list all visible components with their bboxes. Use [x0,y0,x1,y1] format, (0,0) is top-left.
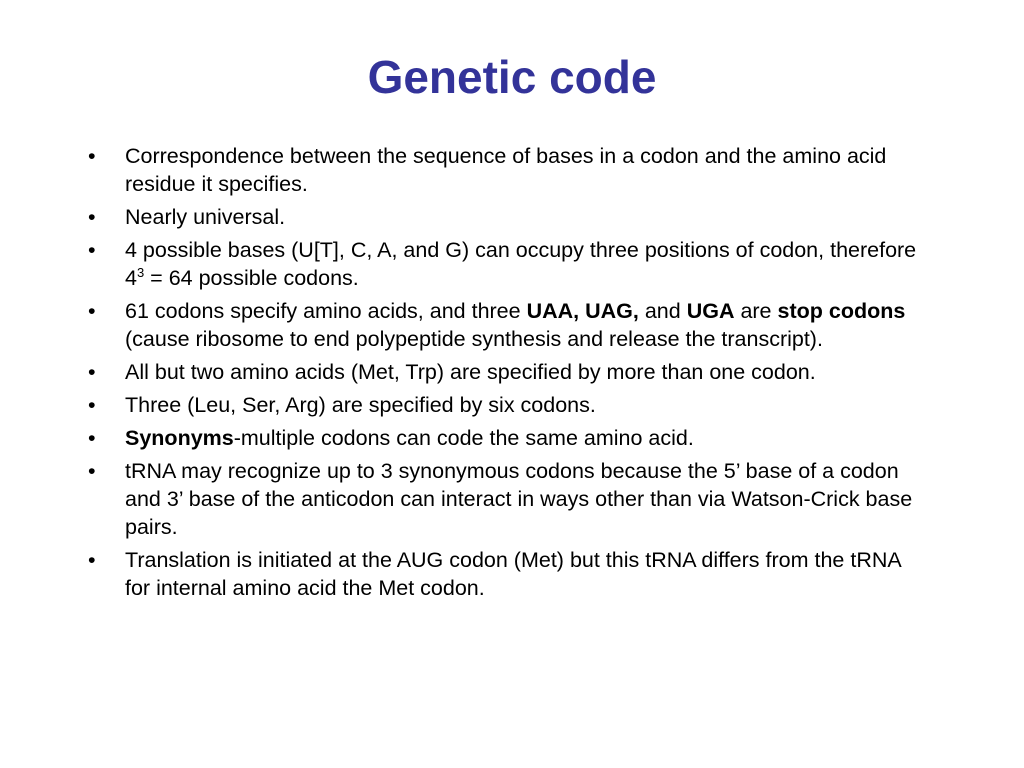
bullet-item [88,457,928,541]
bullet-text [125,426,694,450]
bullet-marker: • [88,548,96,572]
text-run: are [734,299,778,323]
bullet-text [125,238,916,290]
bold-term: UGA [686,299,735,323]
bullet-item [88,142,928,198]
bold-term: stop codons [777,299,906,323]
text-run: Nearly universal. [125,205,286,229]
superscript: 3 [136,265,145,280]
text-run: 4 possible bases (U[T], C, A, and G) can occupy three positions of codon, therefore 4 [125,238,917,290]
text-run: and [638,299,687,323]
bullet-item [88,424,928,452]
bullet-item [88,546,928,602]
bullet-text [125,144,886,196]
bullet-text [125,299,905,351]
bullet-text [125,548,901,600]
text-run: Correspondence between the sequence of bases in a codon and the amino acid residue it specifies. [125,144,887,196]
text-run: Translation is initiated at the AUG codon (Met) but this tRNA differs from the tRNA for internal amino acid the Met codon. [125,548,901,600]
bullet-list [88,142,928,607]
text-run: (cause ribosome to end polypeptide synthesis and release the transcript). [125,327,823,351]
bullet-text [125,393,596,417]
bullet-item [88,358,928,386]
text-run: Three (Leu, Ser, Arg) are specified by six codons. [125,393,596,417]
bullet-item [88,297,928,353]
bullet-marker: • [88,299,96,323]
text-run: = 64 possible codons. [144,266,359,290]
text-run: All but two amino acids (Met, Trp) are specified by more than one codon. [125,360,816,384]
text-run: tRNA may recognize up to 3 synonymous codons because the 5’ base of a codon and 3’ base of the anticodon can interact in ways other than via Watson-Crick base pairs. [125,459,913,539]
bullet-text [125,205,285,229]
slide-title: Genetic code [367,51,657,103]
bullet-text [125,459,912,539]
bullet-marker: • [88,360,96,384]
bullet-marker: • [88,459,96,483]
bullet-marker: • [88,426,96,450]
bullet-item [88,203,928,231]
bullet-item [88,236,928,292]
text-run: -multiple codons can code the same amino acid. [233,426,694,450]
text-run: 61 codons specify amino acids, and three [125,299,527,323]
bullet-marker: • [88,238,96,262]
bold-term: UAA, UAG, [526,299,639,323]
bullet-item [88,391,928,419]
bullet-marker: • [88,144,96,168]
bold-term: Synonyms [125,426,234,450]
bullet-marker: • [88,205,96,229]
bullet-text [125,360,816,384]
bullet-marker: • [88,393,96,417]
